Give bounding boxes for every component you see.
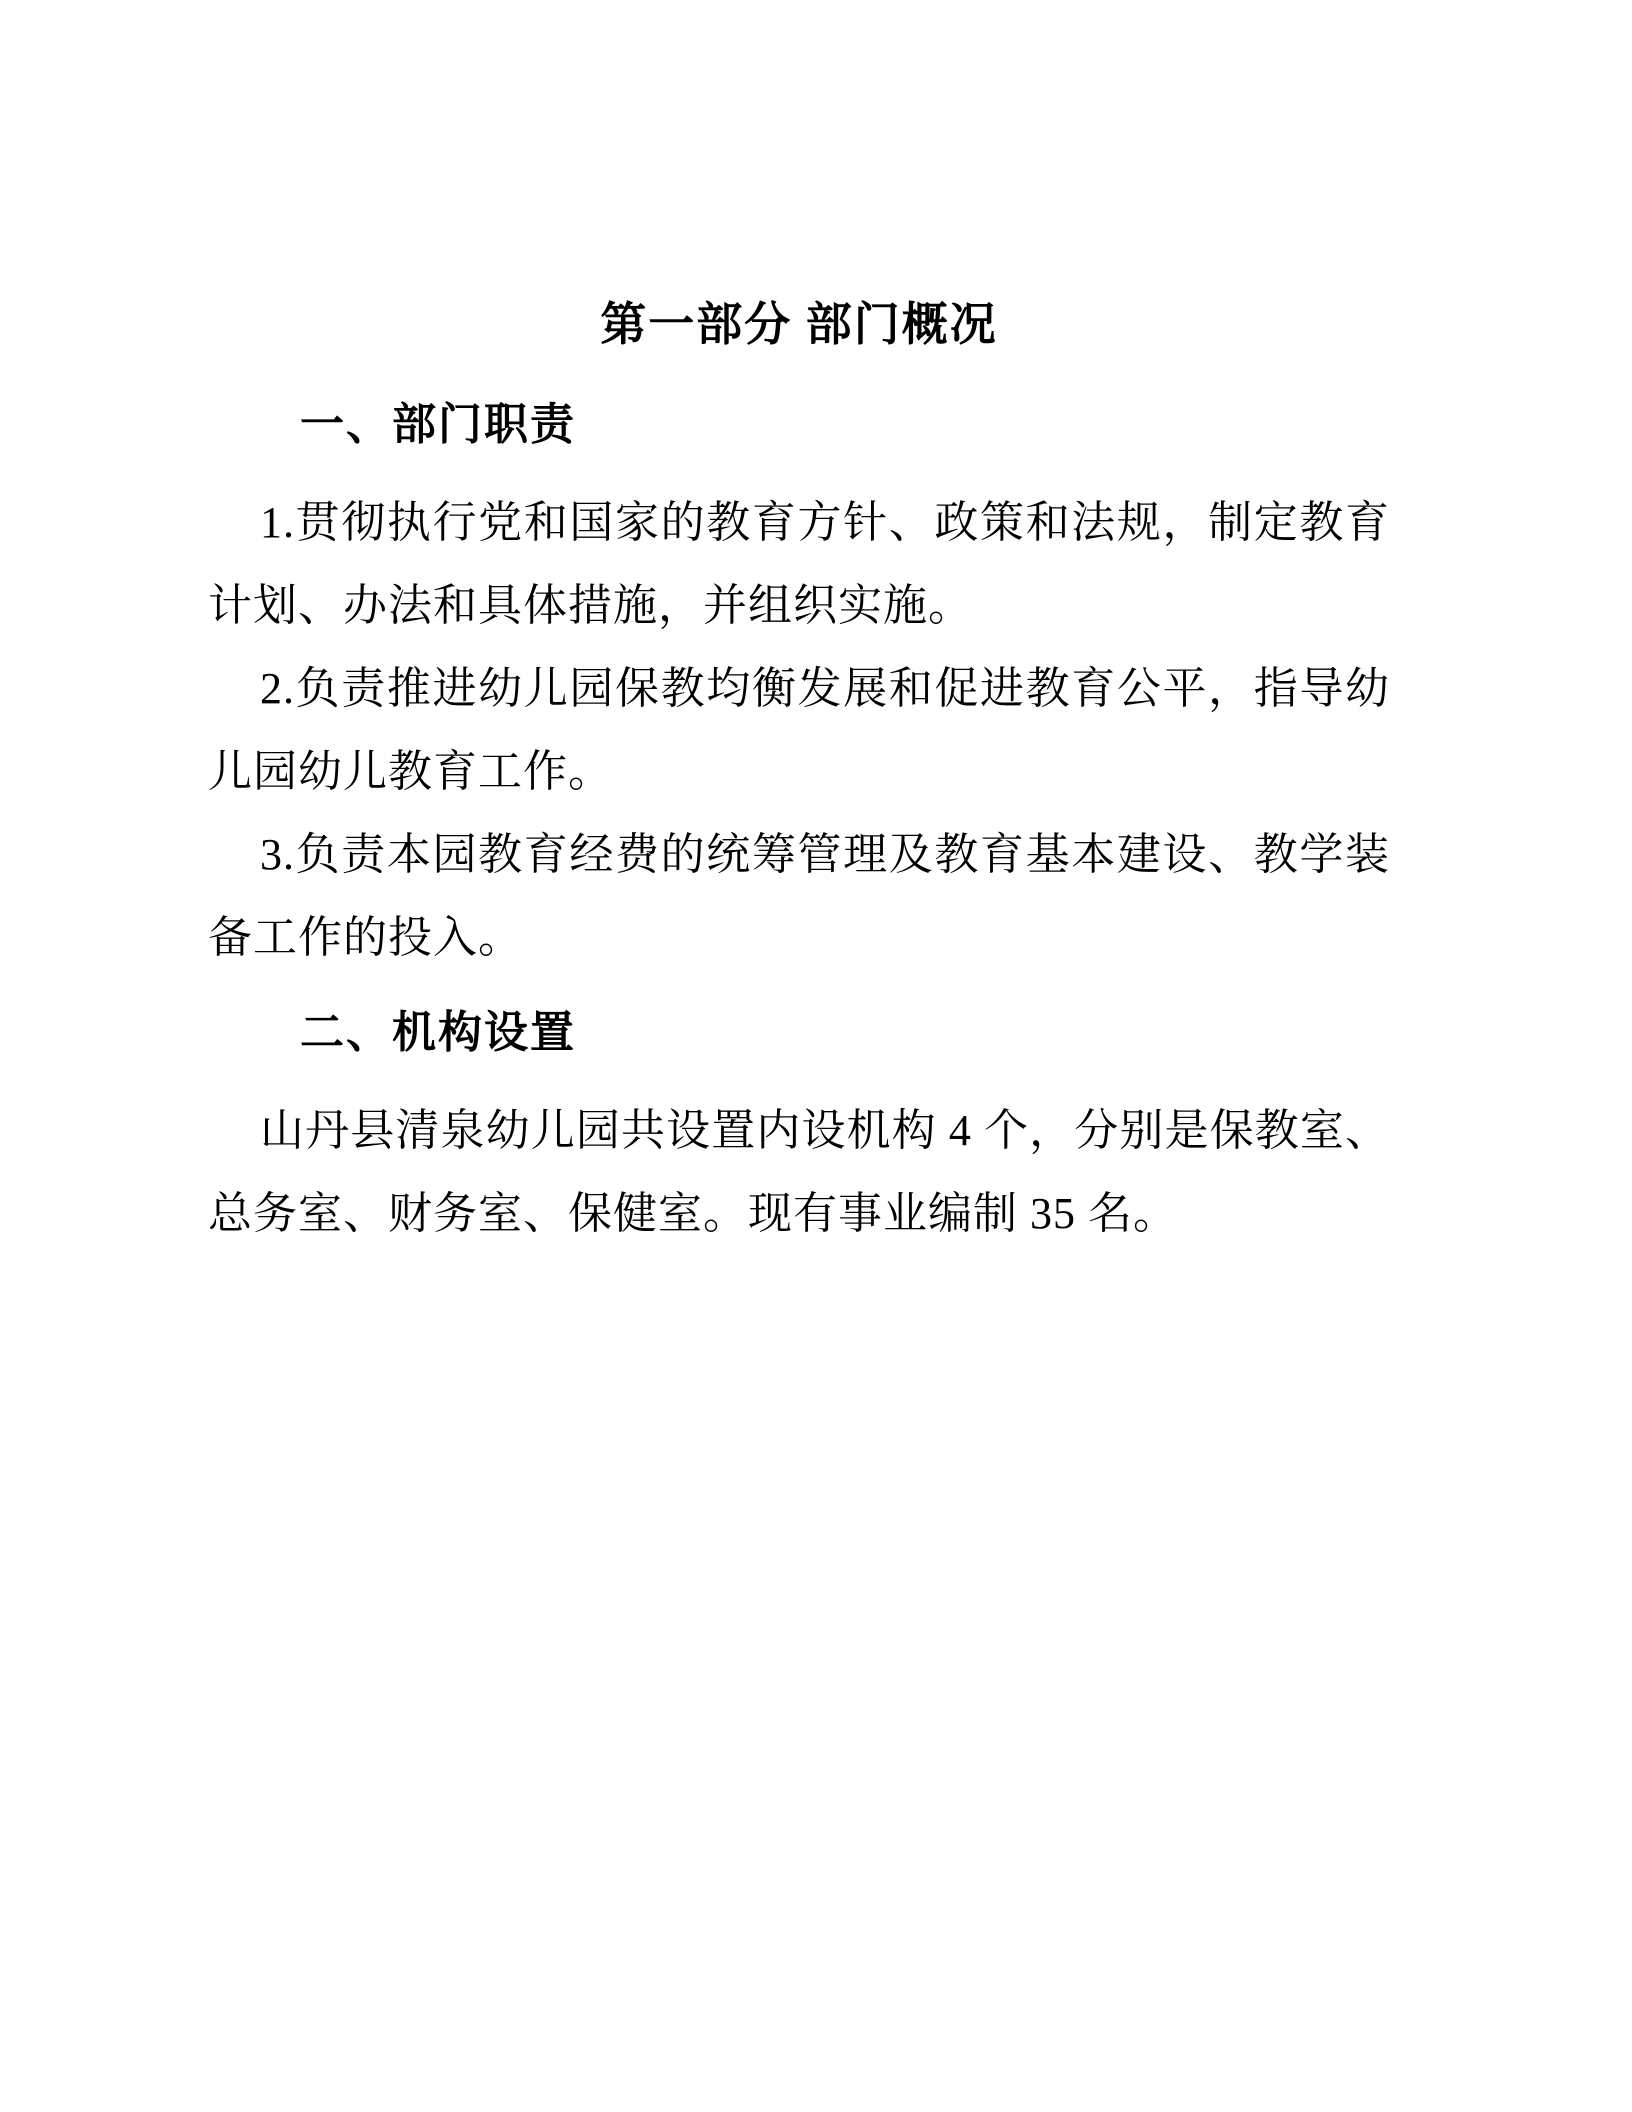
body-paragraph: 2.负责推进幼儿园保教均衡发展和促进教育公平，指导幼儿园幼儿教育工作。 [208,664,1390,796]
section-heading: 二、机构设置 [300,1008,576,1057]
body-paragraph: 山丹县清泉幼儿园共设置内设机构 4 个，分别是保教室、总务室、财务室、保健室。现有事业编制 35 名。 [208,1106,1390,1238]
document-title: 第一部分 部门概况 [600,299,998,350]
body-paragraph: 3.负责本园教育经费的统筹管理及教育基本建设、教学装备工作的投入。 [208,830,1390,962]
section-heading: 一、部门职责 [300,400,576,449]
document-content [208,297,1390,1255]
body-paragraph: 1.贯彻执行党和国家的教育方针、政策和法规，制定教育计划、办法和具体措施，并组织实施。 [208,498,1390,630]
